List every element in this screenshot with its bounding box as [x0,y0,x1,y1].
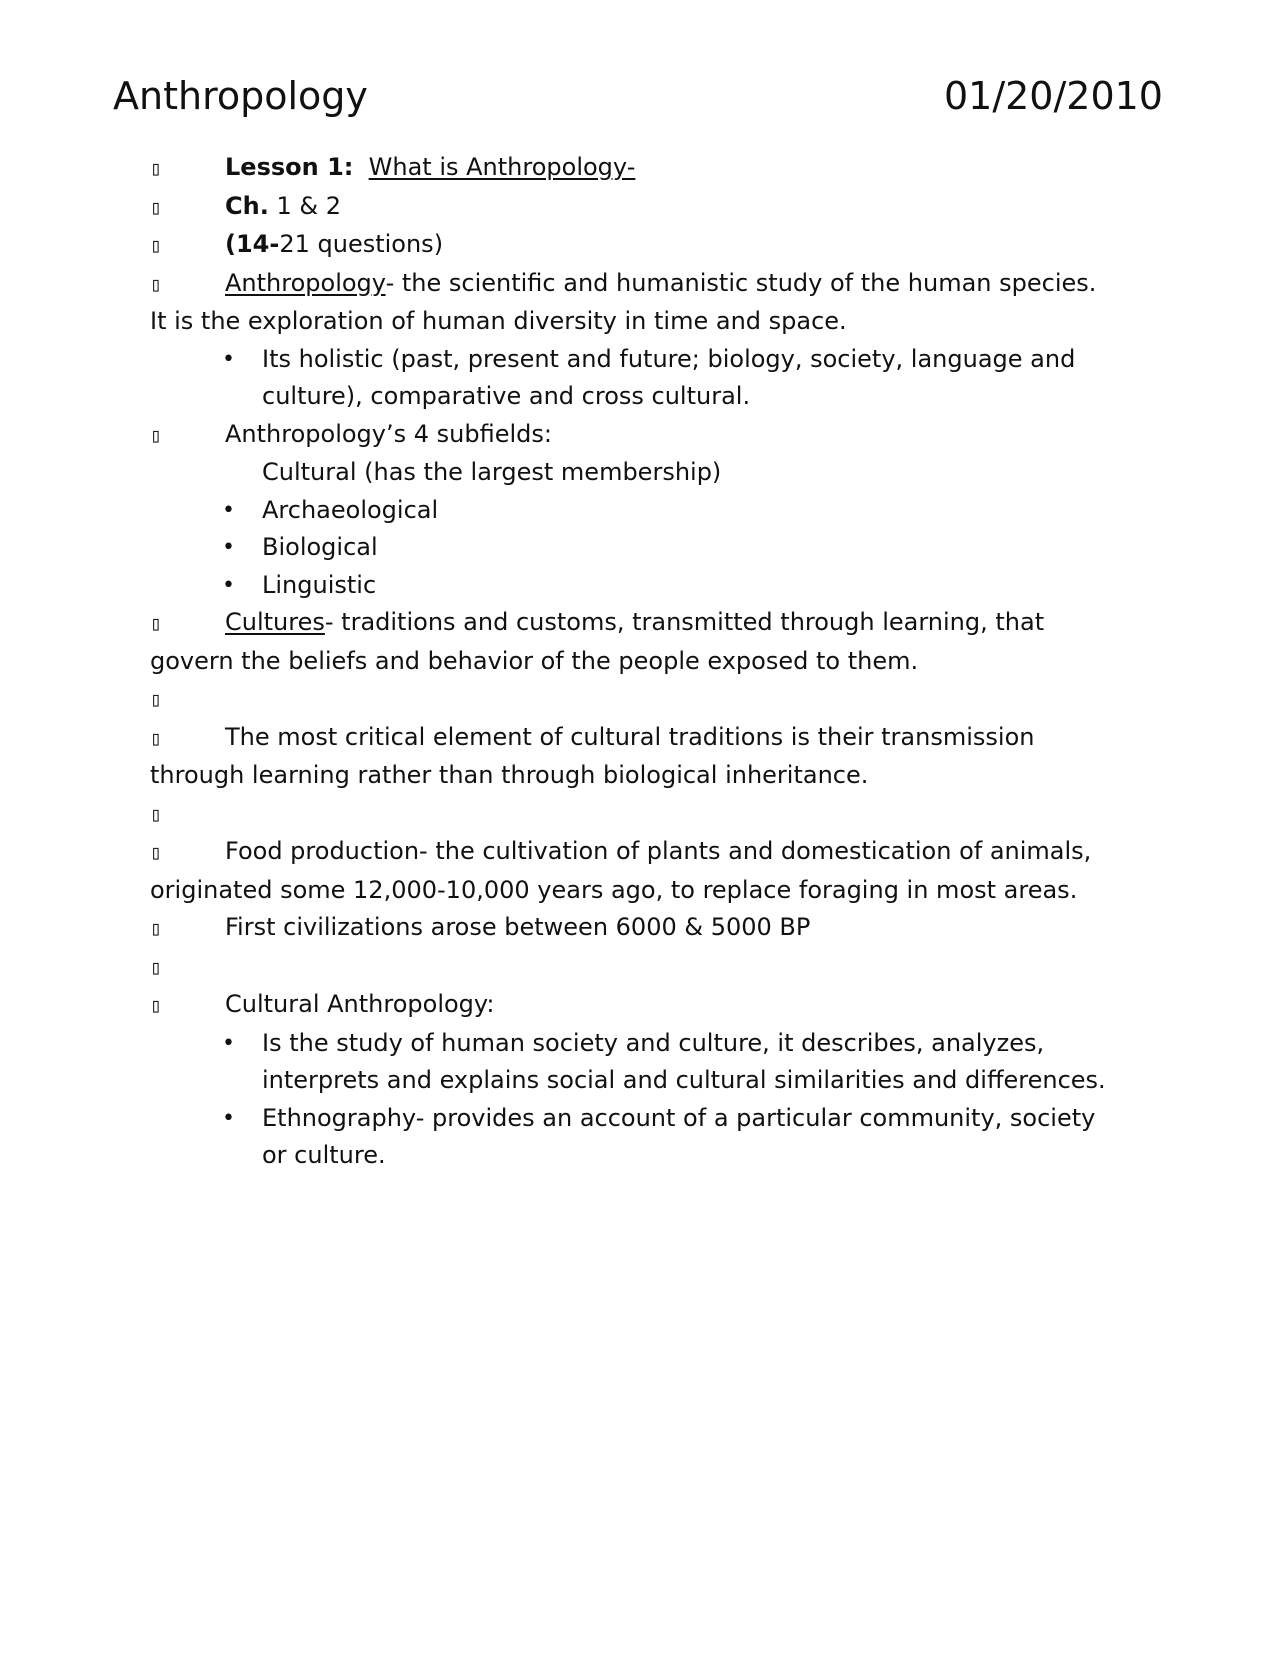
holistic-text: Its holistic (past, present and future; biology, society, language and culture), comparative and cross cultural. [262,344,1076,410]
subfield-item-linguistic [150,567,1120,605]
missing-glyph-icon: ▯ [150,725,163,750]
document-header [113,70,1163,122]
missing-glyph-icon: ▯ [150,156,163,180]
list-item-civilizations [150,909,1120,948]
chapter-label: Ch. [225,191,269,220]
document-title: Anthropology [113,74,368,118]
anthropology-definition: - the scientific and humanistic study of the human species. It is the exploration of human diversity in time and space. [150,268,1097,335]
document-date: 01/20/2010 [943,74,1163,118]
lesson-title: What is Anthropology- [368,153,636,181]
missing-glyph-icon: ▯ [150,954,163,979]
bullet-icon: • [222,1030,235,1056]
subfield-archaeological-text: Archaeological [262,495,439,524]
subfield-item-biological [150,529,1120,567]
cultures-term: Cultures [225,608,325,636]
chapter-text: 1 & 2 [268,191,341,220]
missing-glyph-icon: ▯ [150,840,163,864]
list-item-subfields [150,416,1120,455]
cultural-anthropology-title: Cultural Anthropology: [225,990,495,1018]
questions-bold: (14- [225,230,280,258]
bullet-icon: • [222,535,235,560]
missing-glyph-icon: ▯ [150,194,163,219]
subfield-biological-text: Biological [262,533,378,561]
list-item-food-production [150,833,1120,909]
bullet-icon: • [222,572,235,598]
missing-glyph-icon: ▯ [150,233,163,257]
lesson-label: Lesson 1: [225,153,354,181]
list-item-chapters [150,188,1120,227]
critical-element-text: The most critical element of cultural traditions is their transmission through learning rather than through biological inheritance. [150,722,1035,789]
missing-glyph-icon: ▯ [150,611,163,635]
missing-glyph-icon: ▯ [150,687,163,711]
civilizations-text: First civilizations arose between 6000 & 5000 BP [225,913,811,941]
list-item-anthropology-definition [150,265,1120,341]
study-text: Is the study of human society and culture, it describes, analyzes, interprets and explains social and cultural similarities and differences. [262,1028,1106,1094]
missing-glyph-icon: ▯ [150,916,163,940]
list-item-critical-element [150,719,1120,795]
bullet-icon: • [222,497,235,523]
missing-glyph-icon: ▯ [150,422,163,447]
subfield-linguistic-text: Linguistic [262,570,377,599]
subfield-cultural-text: Cultural (has the largest membership) [262,458,722,486]
missing-glyph-icon: ▯ [150,993,163,1017]
anthropology-term: Anthropology [225,268,386,297]
list-item-empty [150,680,1120,719]
food-production-text: Food production- the cultivation of plants and domestication of animals, originated some 12,000-10,000 years ago, to replace foraging in most areas. [150,837,1092,904]
bullet-icon: • [222,1105,235,1131]
list-item-lesson [150,149,1120,188]
bullet-icon: • [222,346,235,372]
cultures-definition: - traditions and customs, transmitted through learning, that govern the beliefs and behavior of the people exposed to them. [150,608,1045,675]
subfields-title: Anthropology’s 4 subfields: [225,419,552,448]
list-item-questions [150,226,1120,265]
ethnography-text: Ethnography- provides an account of a particular community, society or culture. [262,1103,1096,1169]
list-item-cultures-definition [150,604,1120,680]
bullet-item-study [150,1025,1120,1100]
missing-glyph-icon: ▯ [150,271,163,296]
subfield-item-archaeological [150,492,1120,530]
document-body [150,149,1120,1175]
bullet-item-ethnography [150,1100,1120,1175]
questions-text: 21 questions) [279,230,444,258]
list-item-empty [150,948,1120,987]
list-item-cultural-anthropology [150,986,1120,1025]
list-item-empty [150,795,1120,834]
subfield-item-cultural [150,454,1120,492]
bullet-item-holistic [150,341,1120,416]
missing-glyph-icon: ▯ [150,801,163,826]
